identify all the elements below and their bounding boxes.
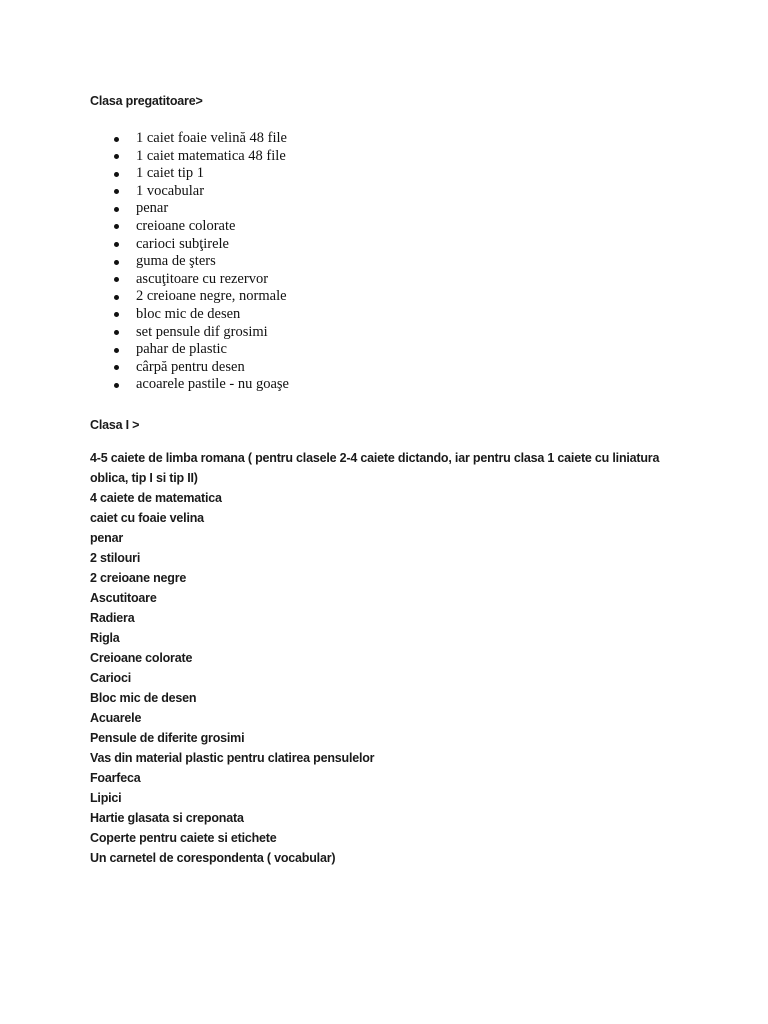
list-item-text: guma de şters — [136, 253, 216, 270]
bullet-icon — [114, 365, 119, 370]
list-item — [112, 218, 289, 236]
list-item: Coperte pentru caiete si etichete — [90, 831, 277, 845]
list-item: Bloc mic de desen — [90, 691, 197, 705]
bullet-icon — [114, 260, 119, 265]
list-item-text: 1 caiet foaie velină 48 file — [136, 130, 287, 146]
list-item — [112, 288, 289, 306]
bullet-icon — [114, 295, 119, 300]
bullet-icon — [114, 242, 119, 247]
list-item: caiet cu foaie velina — [90, 511, 204, 525]
list-item: Vas din material plastic pentru clatirea pensulelor — [90, 751, 375, 765]
list-item-text: ascuţitoare cu rezervor — [136, 270, 269, 287]
list-item — [112, 306, 289, 324]
list-item-text: acoarele pastile - nu goaşe — [136, 376, 289, 393]
supply-list-clasa-i — [90, 448, 690, 868]
list-item: Creioane colorate — [90, 651, 193, 665]
list-item — [112, 359, 289, 377]
list-item: Rigla — [90, 631, 120, 645]
list-item: Un carnetel de corespondenta ( vocabular) — [90, 851, 336, 865]
list-item — [112, 324, 289, 342]
list-item: Hartie glasata si creponata — [90, 811, 244, 825]
list-item — [112, 271, 289, 289]
section-heading-pregatitoare: Clasa pregatitoare> — [90, 94, 203, 108]
list-item: Pensule de diferite grosimi — [90, 731, 245, 745]
list-item-text: pahar de plastic — [136, 341, 227, 358]
list-item-text: cârpă pentru desen — [136, 358, 245, 375]
list-item: Acuarele — [90, 711, 142, 725]
list-item: Foarfeca — [90, 771, 141, 785]
list-item: 2 creioane negre — [90, 571, 187, 585]
list-item: Lipici — [90, 791, 122, 805]
list-item-text: penar — [136, 200, 169, 217]
list-item-text: 2 creioane negre, normale — [136, 288, 287, 305]
bullet-icon — [114, 137, 119, 142]
list-item: Carioci — [90, 671, 131, 685]
bullet-icon — [114, 207, 119, 212]
list-item-text: creioane colorate — [136, 217, 236, 234]
list-item: Radiera — [90, 611, 135, 625]
list-item — [112, 341, 289, 359]
list-item — [112, 376, 289, 394]
list-item-text: bloc mic de desen — [136, 305, 241, 322]
list-item: 2 stilouri — [90, 551, 141, 565]
list-item: 4-5 caiete de limba romana ( pentru clasele 2-4 caiete dictando, iar pentru clasa 1 caiete cu liniatura oblica, tip I si tip II) — [90, 451, 660, 485]
list-item — [112, 253, 289, 271]
section-heading-clasa-i: Clasa I > — [90, 418, 140, 432]
list-item-text: set pensule dif grosimi — [136, 323, 268, 340]
list-item — [112, 165, 289, 183]
bullet-icon — [114, 312, 119, 317]
list-item-text: 1 vocabular — [136, 182, 205, 199]
list-item — [112, 130, 289, 148]
list-item: 4 caiete de matematica — [90, 491, 222, 505]
list-item-text: 1 caiet tip 1 — [136, 165, 205, 182]
bullet-icon — [114, 172, 119, 177]
bullet-icon — [114, 383, 119, 388]
list-item — [112, 148, 289, 166]
list-item — [112, 236, 289, 254]
list-item — [112, 200, 289, 218]
bullet-icon — [114, 224, 119, 229]
list-item-text: carioci subţirele — [136, 235, 229, 252]
bullet-icon — [114, 154, 119, 159]
bullet-icon — [114, 277, 119, 282]
bullet-icon — [114, 330, 119, 335]
list-item-text: 1 caiet matematica 48 file — [136, 147, 286, 164]
list-item: Ascutitoare — [90, 591, 157, 605]
bullet-icon — [114, 189, 119, 194]
list-item: penar — [90, 531, 124, 545]
bullet-icon — [114, 348, 119, 353]
list-item — [112, 183, 289, 201]
supply-list-pregatitoare — [112, 130, 289, 394]
